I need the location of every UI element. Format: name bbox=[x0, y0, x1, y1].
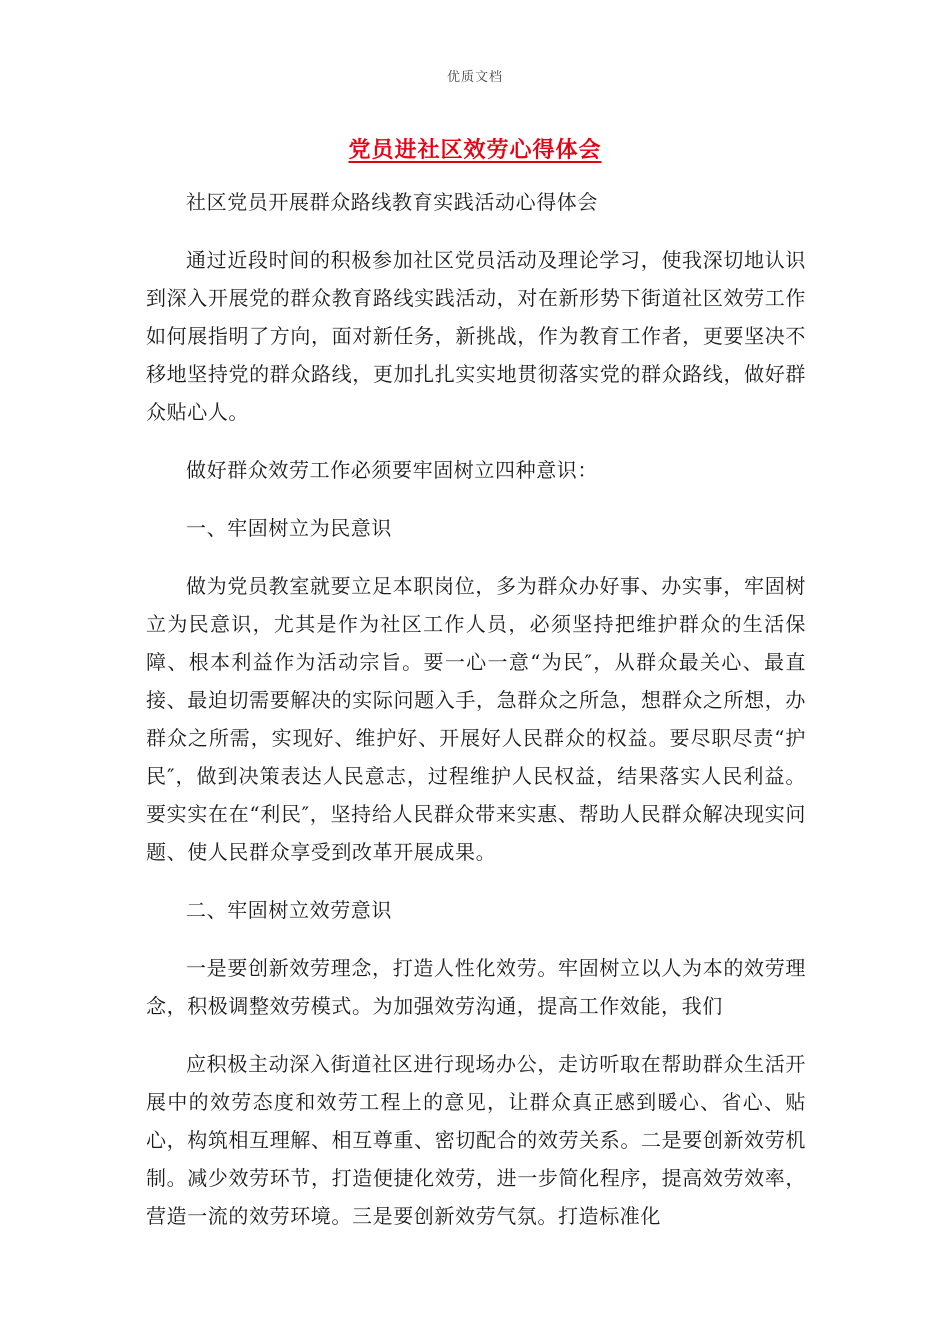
section-2-paragraph-2: 应积极主动深入街道社区进行现场办公，走访听取在帮助群众生活开展中的效劳态度和效劳工程上的意见，让群众真正感到暖心、省心、贴心，构筑相互理解、相互尊重、密切配合的效劳关系。二是要创新效劳机制。减少效劳环节，打造便捷化效劳，进一步简化程序，提高效劳效率，营造一流的效劳环境。三是要创新效劳气氛。打造标准化 bbox=[146, 1052, 806, 1228]
section-heading-2: 二、牢固树立效劳意识 bbox=[186, 898, 392, 922]
document-body bbox=[146, 183, 806, 1255]
header-watermark-text: 优质文档 bbox=[446, 70, 503, 85]
document-title: 党员进社区效劳心得体会 bbox=[348, 137, 602, 163]
section-2-paragraph-1: 一是要创新效劳理念，打造人性化效劳。牢固树立以人为本的效劳理念，积极调整效劳模式。为加强效劳沟通，提高工作效能，我们 bbox=[146, 956, 806, 1018]
lead-in-paragraph: 做好群众效劳工作必须要牢固树立四种意识： bbox=[186, 458, 598, 482]
section-heading-1: 一、牢固树立为民意识 bbox=[186, 516, 392, 540]
section-1-paragraph: 做为党员教室就要立足本职岗位，多为群众办好事、办实事，牢固树立为民意识，尤其是作为社区工作人员，必须坚持把维护群众的生活保障、根本利益作为活动宗旨。要一心一意“为民″，从群众最关心、最直接、最迫切需要解决的实际问题入手，急群众之所急，想群众之所想，办群众之所需，实现好、维护好、开展好人民群众的权益。要尽职尽责“护民″，做到决策表达人民意志，过程维护人民权益，结果落实人民利益。要实实在在“利民″，坚持给人民群众带来实惠、帮助人民群众解决现实问题、使人民群众享受到改革开展成果。 bbox=[146, 574, 806, 864]
subtitle-paragraph: 社区党员开展群众路线教育实践活动心得体会 bbox=[186, 190, 598, 214]
intro-paragraph: 通过近段时间的积极参加社区党员活动及理论学习，使我深切地认识到深入开展党的群众教育路线实践活动，对在新形势下街道社区效劳工作如何展指明了方向，面对新任务，新挑战，作为教育工作者，更要坚决不移地坚持党的群众路线，更加扎扎实实地贯彻落实党的群众路线，做好群众贴心人。 bbox=[146, 248, 806, 424]
